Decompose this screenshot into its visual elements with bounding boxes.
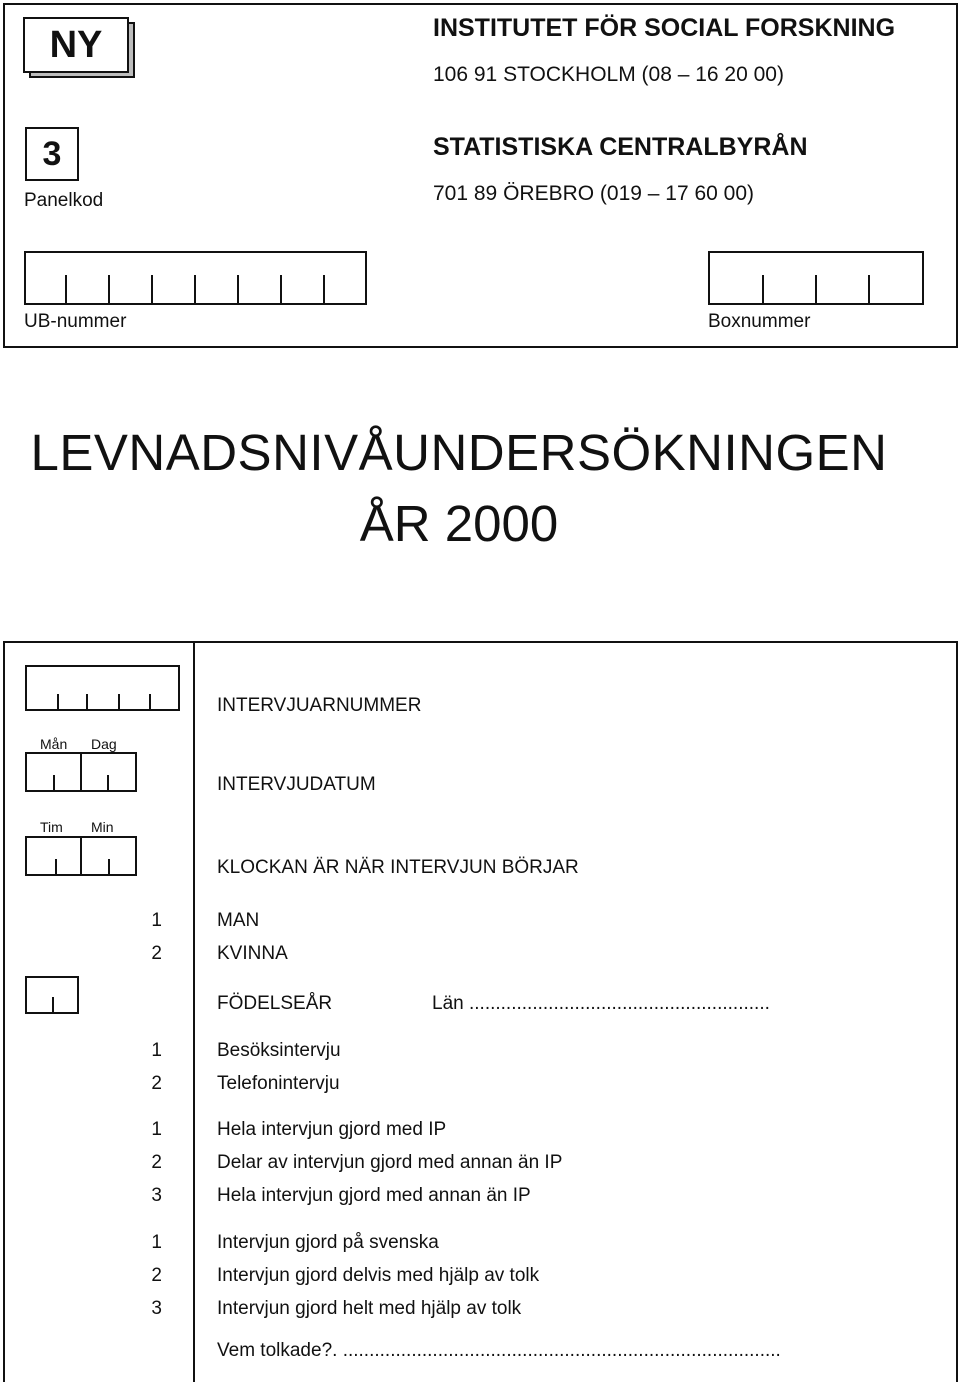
time-tick (55, 859, 57, 875)
box-number-tick (762, 275, 764, 304)
form-divider (193, 642, 195, 1382)
option-code: 1 (151, 1040, 162, 1061)
option-code: 3 (151, 1298, 162, 1319)
survey-title: LEVNADSNIVÅUNDERSÖKNINGEN (30, 424, 888, 481)
ub-number-tick (194, 275, 196, 304)
start-time-label: KLOCKAN ÄR NÄR INTERVJUN BÖRJAR (217, 857, 579, 878)
option-code: 2 (151, 1265, 162, 1286)
ub-number-tick (280, 275, 282, 304)
box-number-label: Boxnummer (708, 311, 811, 332)
ub-number-tick (323, 275, 325, 304)
minute-label: Min (91, 819, 114, 835)
interview-date-label: INTERVJUDATUM (217, 774, 376, 795)
start-hour-field[interactable] (25, 836, 82, 876)
ny-box (23, 17, 129, 73)
survey-year: ÅR 2000 (359, 495, 559, 552)
scb-name: STATISTISKA CENTRALBYRÅN (433, 133, 808, 161)
birth-year-tick (52, 997, 54, 1013)
interviewer-number-tick (118, 694, 120, 710)
ub-number-label: UB-nummer (24, 311, 127, 332)
ip-option-all[interactable]: Hela intervjun gjord med IP (217, 1119, 447, 1140)
option-code: 1 (151, 910, 162, 931)
date-tick (107, 775, 109, 791)
panel-code-value: 3 (42, 134, 62, 173)
interviewer-number-field[interactable] (25, 665, 180, 711)
ny-label: NY (49, 23, 103, 66)
date-tick (53, 775, 55, 791)
option-code: 1 (151, 1232, 162, 1253)
panel-code-box (25, 127, 79, 181)
option-code: 1 (151, 1119, 162, 1140)
option-code: 2 (151, 1073, 162, 1094)
institute-address: 106 91 STOCKHOLM (08 – 16 20 00) (433, 63, 784, 86)
sex-option-man[interactable]: MAN (217, 910, 260, 931)
interviewer-number-tick (86, 694, 88, 710)
institute-name: INSTITUTET FÖR SOCIAL FORSKNING (433, 14, 896, 42)
interviewer-number-tick (149, 694, 151, 710)
language-option-full-interpreter[interactable]: Intervjun gjord helt med hjälp av tolk (217, 1298, 522, 1319)
option-code: 2 (151, 1152, 162, 1173)
ip-option-partial[interactable]: Delar av intervjun gjord med annan än IP (217, 1152, 563, 1173)
option-code: 2 (151, 943, 162, 964)
sex-option-woman[interactable]: KVINNA (217, 943, 288, 964)
option-code: 3 (151, 1185, 162, 1206)
language-option-swedish[interactable]: Intervjun gjord på svenska (217, 1232, 439, 1253)
interviewer-number-label: INTERVJUARNUMMER (217, 695, 422, 716)
birth-year-label: FÖDELSEÅR (217, 993, 333, 1014)
day-label: Dag (91, 736, 117, 752)
county-field[interactable]: Län ......................................................... (432, 993, 770, 1014)
box-number-tick (868, 275, 870, 304)
ub-number-tick (65, 275, 67, 304)
ip-option-none[interactable]: Hela intervjun gjord med annan än IP (217, 1185, 531, 1206)
interview-type-phone[interactable]: Telefonintervju (217, 1073, 340, 1094)
month-label: Mån (40, 736, 68, 752)
hour-label: Tim (40, 819, 63, 835)
panel-code-label: Panelkod (24, 190, 104, 211)
ub-number-tick (108, 275, 110, 304)
language-option-partial-interpreter[interactable]: Intervjun gjord delvis med hjälp av tolk (217, 1265, 540, 1286)
ub-number-tick (151, 275, 153, 304)
interviewer-number-tick (57, 694, 59, 710)
scb-address: 701 89 ÖREBRO (019 – 17 60 00) (433, 182, 755, 205)
interpreter-question-field[interactable]: Vem tolkade?. ................................................................................... (217, 1340, 781, 1361)
time-tick (108, 859, 110, 875)
interview-type-visit[interactable]: Besöksintervju (217, 1040, 341, 1061)
ub-number-tick (237, 275, 239, 304)
box-number-tick (815, 275, 817, 304)
